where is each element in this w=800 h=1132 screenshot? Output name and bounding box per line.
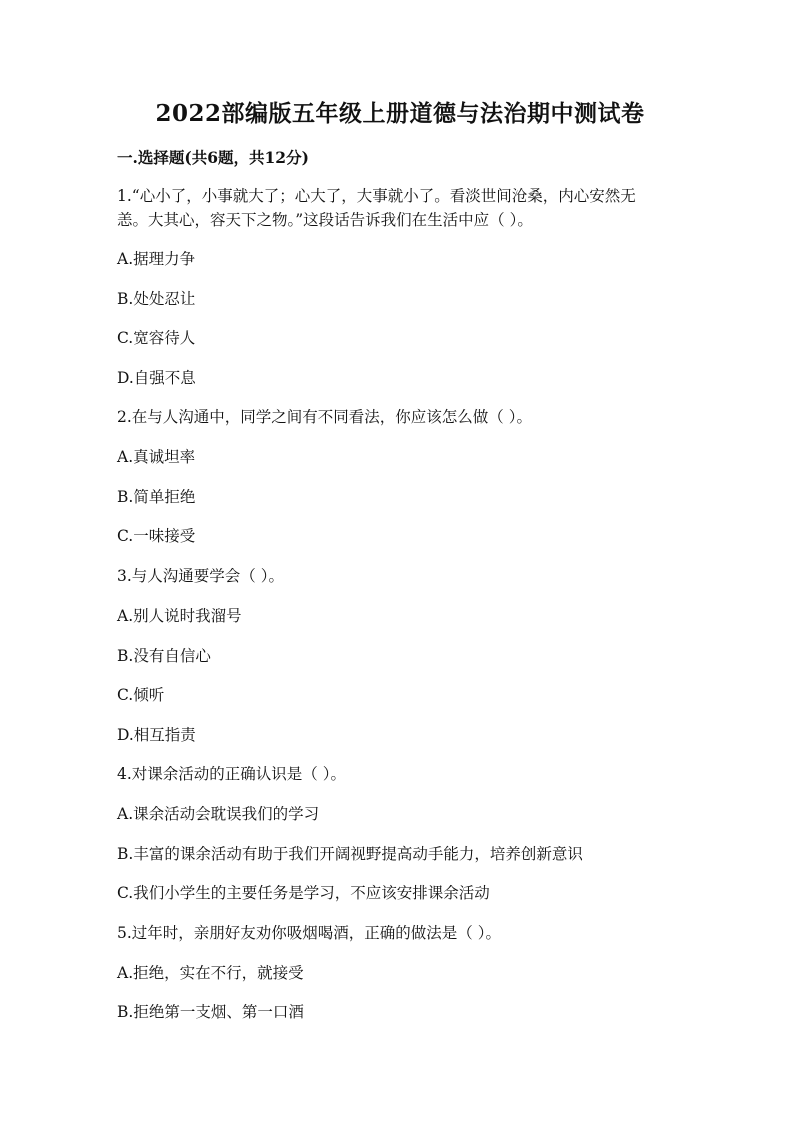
question-3-option-d: D.相互指责: [117, 726, 196, 744]
question-5-text: 5.过年时，亲朋好友劝你吸烟喝酒，正确的做法是（ ）。: [117, 924, 501, 942]
question-1-option-c: C.宽容待人: [117, 329, 196, 347]
question-2-option-b: B.简单拒绝: [117, 488, 196, 506]
question-4-option-b: B.丰富的课余活动有助于我们开阔视野提高动手能力，培养创新意识: [117, 845, 583, 863]
question-1-option-b: B.处处忍让: [117, 290, 196, 308]
question-3-option-a: A.别人说时我溜号: [117, 607, 242, 625]
question-1-option-a: A.据理力争: [117, 250, 196, 268]
question-2-option-a: A.真诚坦率: [117, 448, 196, 466]
question-2-text: 2.在与人沟通中，同学之间有不同看法，你应该怎么做（ ）。: [117, 408, 532, 426]
question-4-text: 4.对课余活动的正确认识是（ ）。: [117, 765, 346, 783]
question-4-option-a: A.课余活动会耽误我们的学习: [117, 805, 320, 823]
section-heading: 一.选择题(共6题，共12分): [117, 148, 309, 167]
question-4-option-c: C.我们小学生的主要任务是学习，不应该安排课余活动: [117, 884, 490, 902]
page-title: 2022部编版五年级上册道德与法治期中测试卷: [155, 100, 645, 127]
question-1-option-d: D.自强不息: [117, 369, 196, 387]
question-1-line-1: 1.“心小了，小事就大了；心大了，大事就小了。看淡世间沧桑，内心安然无: [117, 187, 636, 205]
question-3-text: 3.与人沟通要学会（ ）。: [117, 567, 284, 585]
question-3-option-b: B.没有自信心: [117, 647, 211, 665]
question-2-option-c: C.一味接受: [117, 527, 196, 545]
question-1-line-2: 恙。大其心，容天下之物。”这段话告诉我们在生活中应（ ）。: [117, 211, 533, 229]
question-5-option-b: B.拒绝第一支烟、第一口酒: [117, 1003, 304, 1021]
question-3-option-c: C.倾听: [117, 686, 165, 704]
question-5-option-a: A.拒绝，实在不行，就接受: [117, 964, 304, 982]
